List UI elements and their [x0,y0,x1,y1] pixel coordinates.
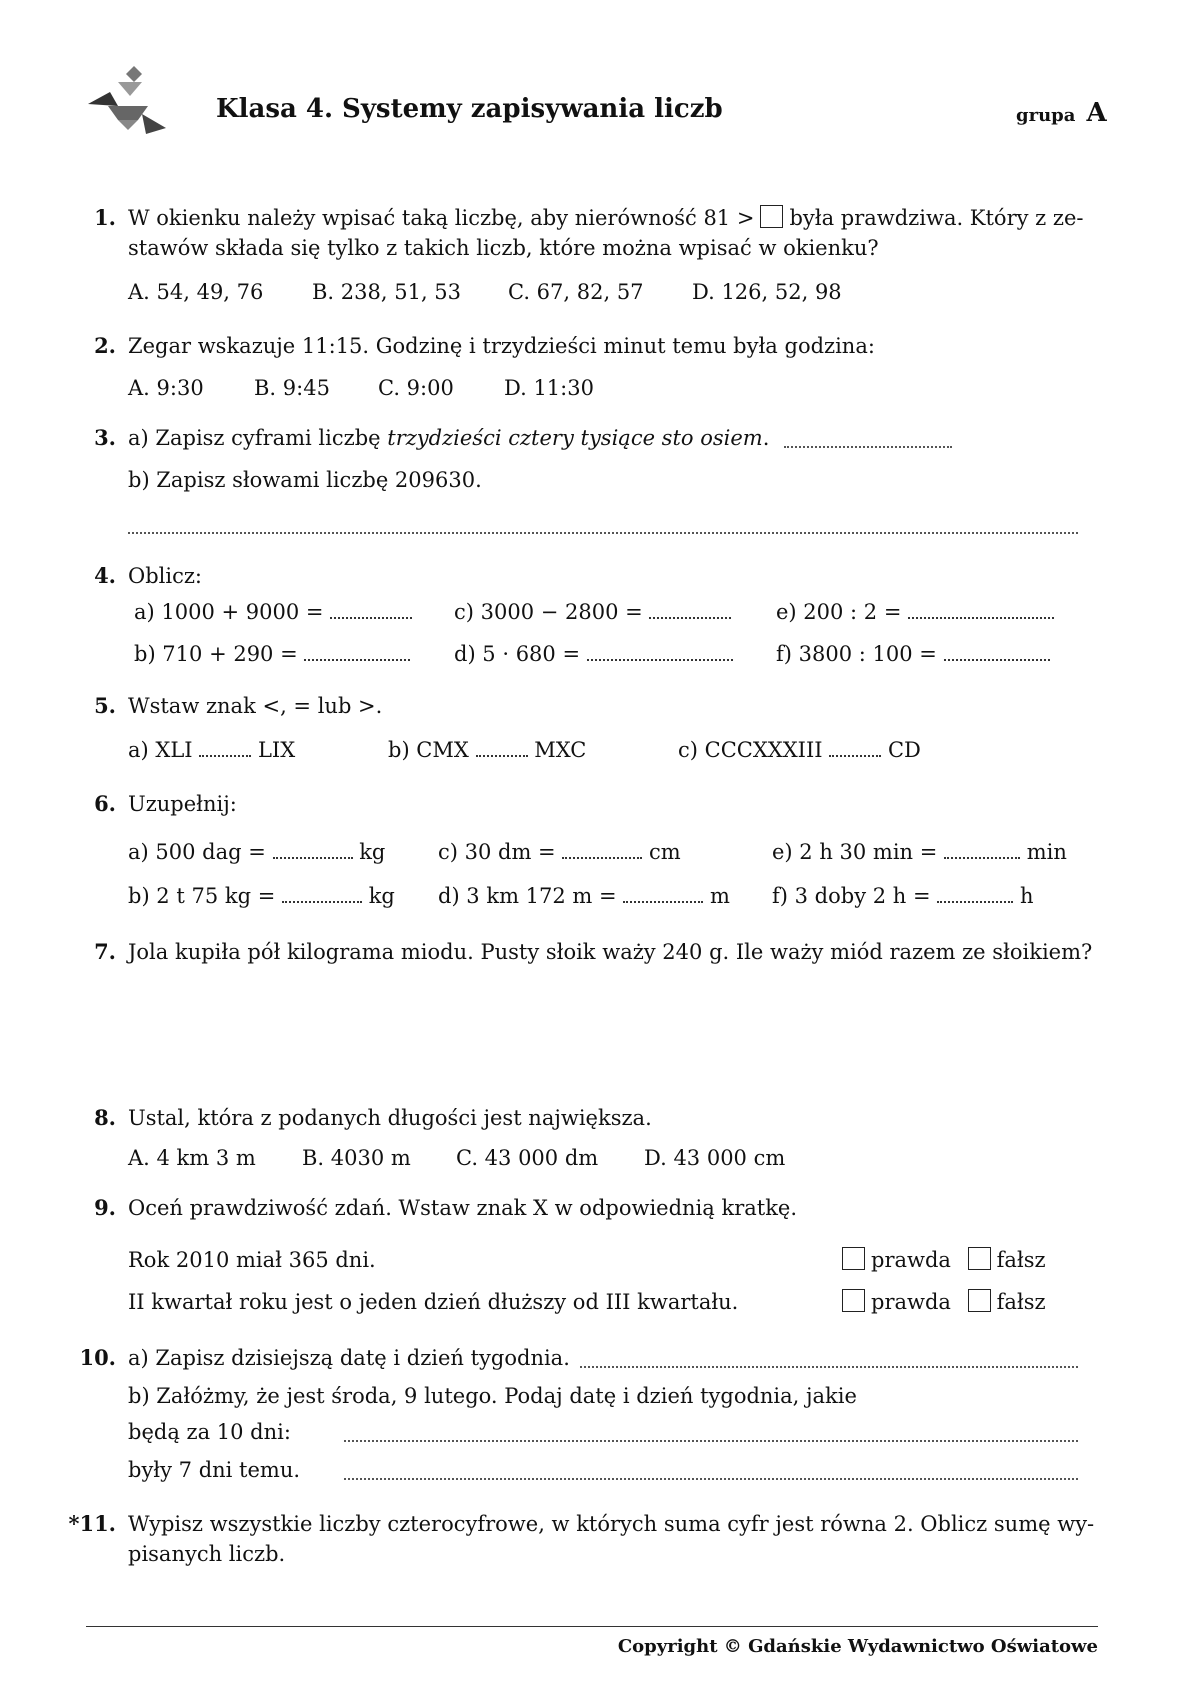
question-6-item-b [128,882,395,910]
question-6d-text: d) 3 km 172 m = [438,884,617,908]
answer-line[interactable] [944,641,1050,661]
group-indicator [1016,98,1107,128]
footer-divider [86,1626,1098,1627]
false-checkbox[interactable] [968,1247,991,1270]
question-3b-answer-line[interactable] [128,532,1078,534]
question-8-option-b[interactable]: B. 4030 m [302,1146,411,1170]
question-2-option-a[interactable]: A. 9:30 [128,376,204,400]
answer-line[interactable] [562,839,642,859]
question-1-text-before: W okienku należy wpisać taką liczbę, aby nierówność 81 > [128,206,755,230]
false-checkbox[interactable] [968,1289,991,1312]
question-4-item-b [134,640,410,668]
question-10b2-text: były 7 dni temu. [128,1458,301,1482]
question-1-line-1 [128,204,1083,232]
question-2-option-c[interactable]: C. 9:00 [378,376,454,400]
answer-line[interactable] [649,599,731,619]
question-5-title: Wstaw znak <, = lub >. [128,694,383,718]
false-label: fałsz [996,1248,1046,1272]
question-3a-number-words: trzydzieści cztery tysiące sto osiem [387,426,763,450]
answer-line[interactable] [908,599,1054,619]
question-9-text: Oceń prawdziwość zdań. Wstaw znak X w odpowiednią kratkę. [128,1196,798,1220]
question-6-item-e [772,838,1067,866]
question-9-statement-1: Rok 2010 miał 365 dni. [128,1248,376,1272]
question-9-choices-2 [842,1288,1046,1316]
question-6-item-d [438,882,730,910]
answer-line[interactable] [587,641,733,661]
question-5b-left: b) CMX [388,738,469,762]
question-6c-text: c) 30 dm = [438,840,556,864]
answer-line[interactable] [304,641,410,661]
question-7-number: 7. [94,939,116,964]
question-6e-text: e) 2 h 30 min = [772,840,938,864]
group-label: grupa [1016,105,1076,126]
question-8-option-c[interactable]: C. 43 000 dm [456,1146,599,1170]
question-5a-right: LIX [257,738,296,762]
question-6c-unit: cm [649,840,681,864]
question-4-item-d [454,640,733,668]
question-3a-answer-line[interactable] [784,446,952,448]
question-3a-prefix: a) Zapisz cyframi liczbę [128,426,388,450]
question-6b-unit: kg [368,884,395,908]
question-3b-text: b) Zapisz słowami liczbę 209630. [128,468,482,492]
question-5-number: 5. [94,693,116,718]
question-7-text: Jola kupiła pół kilograma miodu. Pusty słoik waży 240 g. Ile waży miód razem ze słoikiem? [128,940,1093,964]
question-4-title: Oblicz: [128,564,202,588]
answer-line[interactable] [476,737,528,757]
question-5-item-b [388,736,586,764]
question-4-item-e [776,598,1054,626]
question-10b2-answer-line[interactable] [344,1478,1078,1480]
question-6b-text: b) 2 t 75 kg = [128,884,276,908]
true-label: prawda [871,1248,951,1272]
question-6-item-f [772,882,1033,910]
question-8-number: 8. [94,1105,116,1130]
page-title: Klasa 4. Systemy zapisywania liczb [216,94,723,124]
question-10a-answer-line[interactable] [580,1366,1078,1368]
question-6-number: 6. [94,791,116,816]
question-6f-text: f) 3 doby 2 h = [772,884,931,908]
question-10b1-answer-line[interactable] [344,1440,1078,1442]
question-4d-text: d) 5 · 680 = [454,642,581,666]
question-5-item-c [678,736,921,764]
answer-line[interactable] [282,883,362,903]
question-2-option-b[interactable]: B. 9:45 [254,376,330,400]
question-6-item-c [438,838,681,866]
footer-copyright: Copyright © Gdańskie Wydawnictwo Oświatowe [617,1636,1098,1657]
question-8-option-d[interactable]: D. 43 000 cm [644,1146,786,1170]
question-8-option-a[interactable]: A. 4 km 3 m [128,1146,256,1170]
question-6f-unit: h [1019,884,1034,908]
question-4a-text: a) 1000 + 9000 = [134,600,324,624]
question-2-text: Zegar wskazuje 11:15. Godzinę i trzydzieści minut temu była godzina: [128,334,875,358]
question-2-number: 2. [94,333,116,358]
question-2-option-d[interactable]: D. 11:30 [504,376,594,400]
true-label: prawda [871,1290,951,1314]
question-1-option-d[interactable]: D. 126, 52, 98 [692,280,842,304]
question-9-statement-2: II kwartał roku jest o jeden dzień dłuższy od III kwartału. [128,1290,739,1314]
answer-line[interactable] [623,883,703,903]
false-label: fałsz [996,1290,1046,1314]
question-4-number: 4. [94,563,116,588]
question-4b-text: b) 710 + 290 = [134,642,298,666]
answer-line[interactable] [199,737,251,757]
question-5c-left: c) CCCXXXIII [678,738,823,762]
question-4-item-f [776,640,1050,668]
question-3a-text [128,424,769,452]
question-10-number: 10. [79,1345,116,1370]
question-6d-unit: m [709,884,730,908]
question-1-option-a[interactable]: A. 54, 49, 76 [128,280,264,304]
question-5b-right: MXC [534,738,587,762]
question-6-item-a [128,838,385,866]
question-6a-unit: kg [359,840,386,864]
publisher-logo-icon [88,66,170,136]
question-10a-text: a) Zapisz dzisiejszą datę i dzień tygodnia. [128,1346,570,1370]
answer-box[interactable] [760,205,783,228]
question-4e-text: e) 200 : 2 = [776,600,902,624]
true-checkbox[interactable] [842,1247,865,1270]
answer-line[interactable] [330,599,412,619]
question-5-item-a [128,736,295,764]
question-9-number: 9. [94,1195,116,1220]
answer-line[interactable] [944,839,1020,859]
question-1-text-after: była prawdziwa. Który z ze- [789,206,1084,230]
question-8-text: Ustal, która z podanych długości jest największa. [128,1106,652,1130]
question-1-option-c[interactable]: C. 67, 82, 57 [508,280,644,304]
question-3-number: 3. [94,425,116,450]
question-9-choices-1 [842,1246,1046,1274]
question-1-option-b[interactable]: B. 238, 51, 53 [312,280,462,304]
question-4f-text: f) 3800 : 100 = [776,642,937,666]
question-1-line-2: stawów składa się tylko z takich liczb, które można wpisać w okienku? [128,236,879,260]
question-4-item-a [134,598,412,626]
question-5a-left: a) XLI [128,738,193,762]
question-1-number: 1. [94,205,116,230]
question-6a-text: a) 500 dag = [128,840,266,864]
question-10b-text: b) Załóżmy, że jest środa, 9 lutego. Podaj datę i dzień tygodnia, jakie [128,1384,857,1408]
answer-line[interactable] [273,839,353,859]
question-11-number: *11. [68,1511,116,1536]
question-5c-right: CD [887,738,921,762]
question-11-line-2: pisanych liczb. [128,1542,286,1566]
question-10b1-text: będą za 10 dni: [128,1420,291,1444]
question-6e-unit: min [1026,840,1067,864]
group-letter: A [1086,98,1107,128]
question-11-line-1: Wypisz wszystkie liczby czterocyfrowe, w których suma cyfr jest równa 2. Oblicz sumę wy- [128,1512,1095,1536]
question-4c-text: c) 3000 − 2800 = [454,600,643,624]
question-3a-suffix: . [762,426,770,450]
answer-line[interactable] [829,737,881,757]
question-4-item-c [454,598,731,626]
true-checkbox[interactable] [842,1289,865,1312]
answer-line[interactable] [937,883,1013,903]
question-6-title: Uzupełnij: [128,792,237,816]
